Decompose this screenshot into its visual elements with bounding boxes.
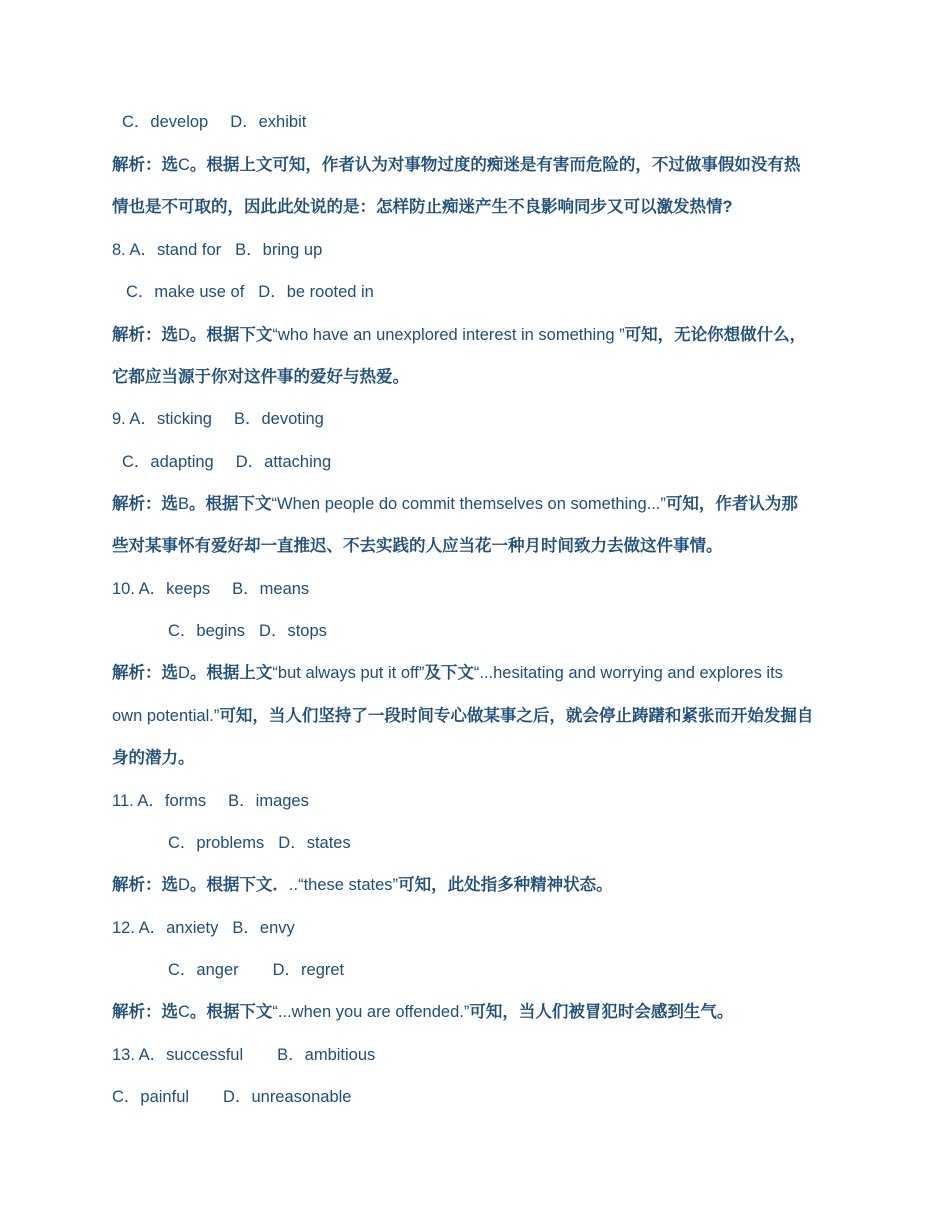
option-line: [122, 111, 862, 133]
question-line: [112, 578, 852, 600]
explanation-line: 解析：选C。根据上文可知，作者认为对事物过度的痴迷是有害而危险的，不过做事假如没有热: [112, 156, 801, 174]
explanation-label: 解析：选: [112, 326, 178, 344]
option-c: C．problems: [168, 834, 265, 852]
option-a: 11. A．forms: [112, 792, 207, 810]
explanation-label: 解析：选: [112, 495, 178, 513]
option-b: B．ambitious: [277, 1046, 376, 1064]
option-line: [168, 832, 908, 854]
option-line: [168, 959, 908, 981]
question-line: [112, 239, 852, 261]
explanation-label: 解析：选: [112, 664, 178, 682]
option-line: [126, 281, 866, 303]
option-d: D．unreasonable: [223, 1088, 352, 1106]
explanation-label: 解析：选: [112, 876, 178, 894]
option-line: [122, 451, 862, 473]
explanation-line: 解析：选D。根据下文“who have an unexplored interest in something ”可知，无论你想做什么，: [112, 326, 807, 344]
explanation-label: 解析：选: [112, 1003, 178, 1021]
option-c: C．painful: [112, 1088, 190, 1106]
option-b: B．images: [228, 792, 309, 810]
explanation-line: 些对某事怀有爱好却一直推迟、不去实践的人应当花一种月时间致力去做这件事情。: [112, 537, 723, 555]
option-d: D．exhibit: [230, 113, 307, 131]
option-d: D．attaching: [235, 453, 332, 471]
option-d: D．regret: [272, 961, 345, 979]
option-b: B．envy: [232, 919, 295, 937]
question-line: [112, 1044, 852, 1066]
option-d: D．stops: [259, 622, 327, 640]
option-d: D．states: [278, 834, 351, 852]
option-a: 10. A．keeps: [112, 580, 211, 598]
explanation-label: 解析：选: [112, 156, 178, 174]
explanation-line: 解析：选B。根据下文“When people do commit themselves on something...”可知，作者认为那: [112, 495, 798, 513]
explanation-line: 情也是不可取的，因此此处说的是：怎样防止痴迷产生不良影响同步又可以激发热情?: [112, 198, 733, 216]
explanation-line: 解析：选D。根据下文．..“these states”可知，此处指多种精神状态。: [112, 876, 613, 894]
option-c: C．adapting: [122, 453, 214, 471]
option-c: C．develop: [122, 113, 209, 131]
explanation-line: 它都应当源于你对这件事的爱好与热爱。: [112, 368, 409, 386]
explanation-line: own potential.”可知，当人们坚持了一段时间专心做某事之后，就会停止踌躇和紧张而开始发掘自: [112, 707, 814, 725]
option-b: B．bring up: [235, 241, 323, 259]
explanation-line: 解析：选D。根据上文“but always put it off”及下文“...hesitating and worrying and explores its: [112, 664, 783, 682]
option-a: 12. A．anxiety: [112, 919, 219, 937]
option-d: D．be rooted in: [258, 283, 374, 301]
question-line: [112, 408, 852, 430]
option-a: 9. A．sticking: [112, 410, 212, 428]
question-line: [112, 790, 852, 812]
option-c: C．make use of: [126, 283, 245, 301]
option-b: B．devoting: [233, 410, 324, 428]
option-a: 13. A．successful: [112, 1046, 244, 1064]
explanation-line: 身的潜力。: [112, 749, 195, 767]
option-c: C．begins: [168, 622, 246, 640]
option-line: [112, 1086, 852, 1108]
question-line: [112, 917, 852, 939]
option-a: 8. A．stand for: [112, 241, 222, 259]
option-b: B．means: [232, 580, 310, 598]
explanation-line: 解析：选C。根据下文“...when you are offended.”可知，当人们被冒犯时会感到生气。: [112, 1003, 734, 1021]
option-line: [168, 620, 908, 642]
option-c: C．anger: [168, 961, 239, 979]
